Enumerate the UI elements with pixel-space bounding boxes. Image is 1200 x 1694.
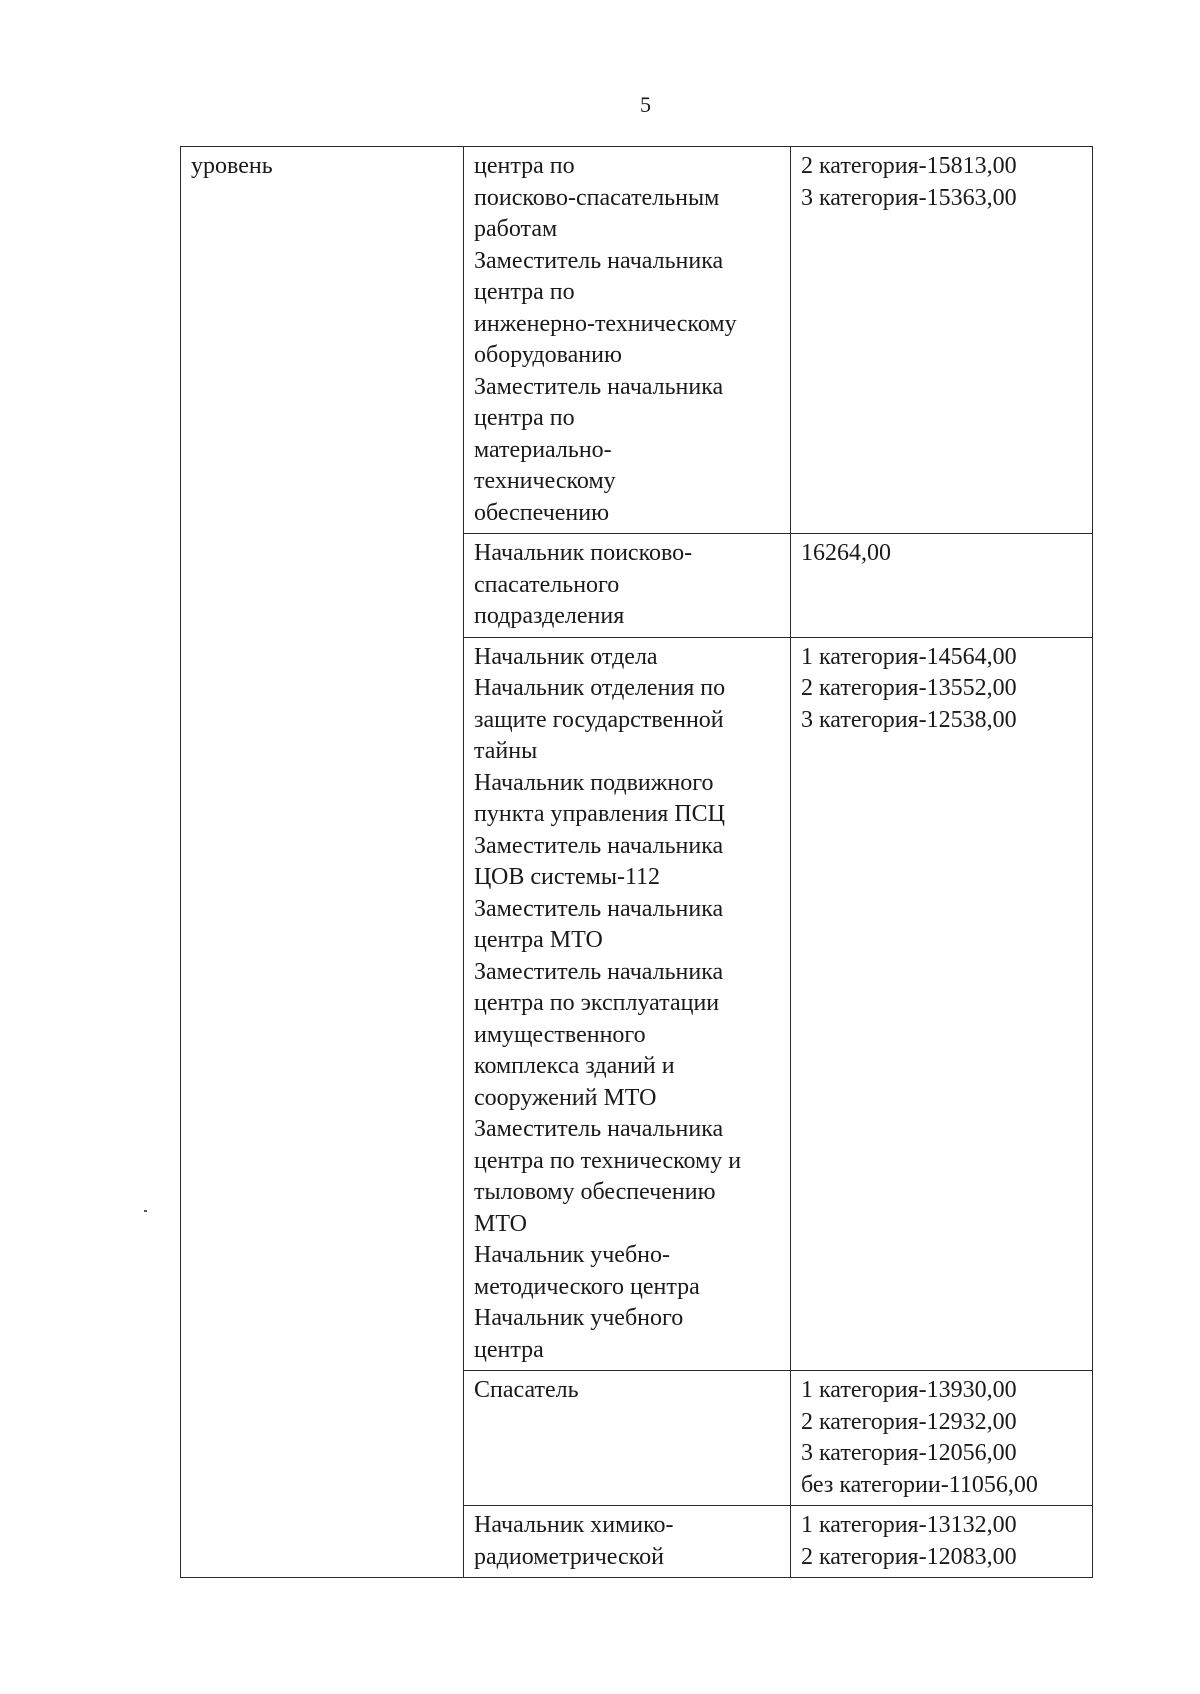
position-cell: центра по поисково-спасательным работам Заместитель начальника центра по инженерно-техническому оборудованию Заместитель начальника центра по материально- техническому обеспечению <box>464 147 791 534</box>
salary-table <box>180 146 1093 1578</box>
salary-cell: 2 категория-15813,00 3 категория-15363,00 <box>791 147 1093 534</box>
salary-cell: 1 категория-13930,00 2 категория-12932,00 3 категория-12056,00 без категории-11056,00 <box>791 1371 1093 1506</box>
salary-cell: 1 категория-14564,00 2 категория-13552,00 3 категория-12538,00 <box>791 637 1093 1371</box>
table-row <box>181 147 1093 534</box>
page-number: 5 <box>640 92 651 117</box>
level-cell: уровень <box>181 147 464 1578</box>
salary-cell: 1 категория-13132,00 2 категория-12083,00 <box>791 1506 1093 1578</box>
position-cell: Начальник поисково- спасательного подразделения <box>464 534 791 638</box>
position-cell: Начальник химико- радиометрической <box>464 1506 791 1578</box>
scan-speck <box>144 1210 147 1212</box>
salary-cell: 16264,00 <box>791 534 1093 638</box>
position-cell: Начальник отдела Начальник отделения по защите государственной тайны Начальник подвижного пункта управления ПСЦ Заместитель начальника ЦОВ системы-112 Заместитель начальника центра МТО Заместитель начальника центра по эксплуатации имущественного комплекса зданий и сооружений МТО Заместитель начальника центра по техническому и тыловому обеспечению МТО Начальник учебно- методического центра Начальник учебного центра <box>464 637 791 1371</box>
position-cell: Спасатель <box>464 1371 791 1506</box>
